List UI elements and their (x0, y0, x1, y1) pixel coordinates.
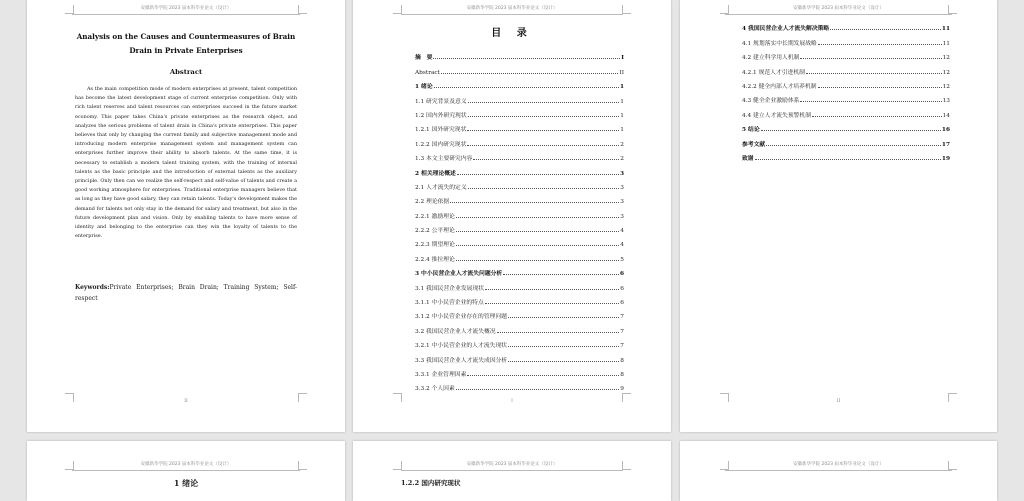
toc-entry-title: 2.2 理论依据 (415, 199, 450, 206)
toc-entry-title: 1.2.2 国内研究现状 (415, 141, 467, 148)
toc-entry-page: 12 (942, 83, 950, 90)
toc-entry[interactable] (742, 47, 950, 61)
toc-entry[interactable] (415, 191, 624, 205)
toc-entry-title: 3.1.2 中小民营企业存在的管理问题 (415, 314, 507, 321)
toc-leader-dots (468, 188, 620, 189)
toc-entry-page: 1 (620, 98, 624, 105)
toc-leader-dots (508, 346, 619, 347)
toc-leader-dots (456, 217, 620, 218)
page-header: 安徽新华学院 2023 届本科毕业论文（设计） (140, 462, 232, 467)
toc-entry[interactable] (415, 76, 624, 90)
toc-entry-title: 2.2.2 公平理论 (415, 228, 455, 235)
page-header: 安徽新华学院 2023 届本科毕业论文（设计） (466, 6, 558, 11)
toc-entry-title: 4.2.2 健全内部人才培养机制 (742, 83, 817, 90)
toc-leader-dots (467, 130, 619, 131)
toc-entry-title: 1.2.1 国外研究现状 (415, 127, 467, 134)
crop-mark (720, 5, 729, 14)
chapter-heading: 1 绪论 (173, 478, 199, 488)
toc-entry-page: 12 (942, 69, 950, 76)
toc-entry-title: 2.1 人才流失的定义 (415, 184, 467, 191)
toc-entry-title: 4.3 健全企业激励体系 (742, 98, 800, 105)
toc-leader-dots (508, 361, 619, 362)
toc-leader-dots (485, 303, 620, 304)
crop-mark (298, 5, 307, 14)
page-header: 安徽新华学院 2023 届本科毕业论文（设计） (140, 6, 232, 11)
toc-entry-title: 1.3 本文主要研究内容 (415, 156, 473, 163)
toc-entry[interactable] (415, 364, 624, 378)
toc-entry-title: 1.2 国内外研究现状 (415, 112, 467, 119)
toc-entry[interactable] (742, 61, 950, 75)
toc-entry[interactable] (415, 292, 624, 306)
toc-list (742, 18, 950, 162)
toc-leader-dots (468, 102, 620, 103)
toc-leader-dots (456, 231, 620, 232)
toc-entry-title: 3.3 我国民营企业人才流失成因分析 (415, 357, 508, 364)
toc-entry-title: 2.2.3 期望理论 (415, 242, 455, 249)
crop-mark (65, 5, 74, 14)
crop-mark (948, 461, 957, 470)
toc-leader-dots (818, 44, 942, 45)
toc-entry-title: 参考文献 (742, 141, 766, 148)
toc-page-2 (680, 0, 997, 432)
toc-leader-dots (497, 332, 620, 333)
header-rule (72, 470, 300, 471)
toc-entry[interactable] (415, 133, 624, 147)
toc-entry-page: 14 (942, 112, 950, 119)
page-number: I (511, 399, 513, 404)
toc-entry[interactable] (742, 76, 950, 90)
body-page-3 (680, 441, 997, 501)
toc-leader-dots (800, 58, 941, 59)
toc-entry-title: 3 中小民营企业人才流失问题分析 (415, 271, 503, 278)
toc-entry[interactable] (742, 104, 950, 118)
toc-entry-title: 1.1 研究背景及意义 (415, 98, 467, 105)
abstract-body: As the main competition mode of modern enterprises at present, talent competition has become the latest development stage of current enterprise competition. Only with rich talent reserves and talent resources can enterprises succeed in the future market economy. This paper takes China's private enterprises as the research object, and analyzes the serious problems of talent drain in China's private enterprises. This paper believes that only by changing the current family and subjective management mode and introducing modern enterprise management system and management system can enterprises further improve their ability to absorb talents. At the same time, it is necessary to establish a modern talent training system, with the training of internal talents as the basic principle and the introduction of external talents as the auxiliary principle. Only then can we realize the self-respect and self-value of talents and create a good working atmosphere for enterprises. Traditional enterprise managers believe that as long as they have good salary, they can retain talents. Today's development makes the demand for talents not only stay in the demand for salary and treatment, but also in the future development plan and vision. Only by enabling talents to have more sense of identity and belonging to the enterprise can they win the loyalty of talents to the enterprise. (75, 86, 297, 240)
toc-entry[interactable] (415, 234, 624, 248)
toc-entry-page: I (621, 55, 624, 62)
toc-entry-page: 8 (620, 371, 624, 378)
toc-leader-dots (800, 101, 941, 102)
toc-entry[interactable] (415, 105, 624, 119)
toc-leader-dots (812, 116, 942, 117)
toc-entry-page: 1 (619, 84, 624, 91)
toc-page-1 (353, 0, 671, 432)
crop-mark (393, 461, 402, 470)
toc-leader-dots (441, 73, 618, 74)
toc-entry-page: 12 (942, 55, 950, 62)
toc-leader-dots (467, 145, 619, 146)
toc-entry[interactable] (415, 263, 624, 277)
toc-entry-page: 8 (620, 357, 624, 364)
toc-entry[interactable] (742, 148, 950, 162)
toc-entry[interactable] (415, 119, 624, 133)
toc-entry-page: II (619, 69, 624, 76)
toc-entry-page: 1 (620, 112, 624, 119)
crop-mark (622, 461, 631, 470)
toc-entry[interactable] (415, 277, 624, 291)
abstract-keywords (75, 282, 297, 304)
crop-mark (298, 461, 307, 470)
toc-leader-dots (806, 73, 942, 74)
toc-leader-dots (830, 29, 941, 30)
toc-list (415, 47, 624, 392)
toc-entry-page: 11 (941, 26, 950, 33)
header-rule (72, 14, 300, 15)
toc-entry-page: 17 (941, 141, 950, 148)
toc-entry[interactable] (415, 47, 624, 61)
toc-entry-page: 16 (941, 127, 950, 134)
page-header: 安徽新华学院 2023 届本科毕业论文（设计） (466, 462, 558, 467)
toc-leader-dots (433, 58, 620, 59)
toc-entry-page: 5 (620, 256, 624, 263)
toc-entry[interactable] (415, 148, 624, 162)
toc-leader-dots (450, 202, 619, 203)
toc-entry[interactable] (415, 220, 624, 234)
keywords-text: Private Enterprises; Brain Drain; Training System; Self-respect (75, 284, 297, 302)
toc-entry[interactable] (742, 32, 950, 46)
header-rule (725, 470, 952, 471)
body-page-2 (353, 441, 671, 501)
toc-entry-title: 4.1 规划落实中长期发展战略 (742, 40, 817, 47)
toc-leader-dots (456, 245, 620, 246)
page-number: II (836, 399, 841, 404)
page-number: II (184, 399, 188, 404)
toc-leader-dots (467, 375, 619, 376)
toc-entry-title: 4.2.1 规范人才引进机制 (742, 69, 805, 76)
toc-entry-title: 1 绪论 (415, 84, 433, 91)
toc-entry-title: 5 结论 (742, 127, 760, 134)
toc-leader-dots (766, 145, 941, 146)
toc-entry-title: 致谢 (742, 155, 754, 162)
keywords-label: Keywords: (75, 284, 110, 291)
toc-entry-title: Abstract (415, 69, 441, 76)
section-heading: 1.2.2 国内研究现状 (401, 479, 461, 487)
toc-entry-page: 7 (620, 314, 624, 321)
body-page-1 (27, 441, 345, 501)
toc-entry-page: 3 (620, 184, 624, 191)
toc-entry-page: 1 (620, 127, 624, 134)
toc-entry-page: 2 (620, 141, 624, 148)
toc-entry[interactable] (415, 306, 624, 320)
toc-entry-title: 2.2.1 激励理论 (415, 213, 455, 220)
toc-leader-dots (503, 274, 619, 275)
toc-entry-page: 3 (620, 213, 624, 220)
toc-entry[interactable] (415, 248, 624, 262)
header-rule (401, 470, 623, 471)
toc-entry[interactable] (742, 18, 950, 32)
toc-entry-title: 3.3.1 企业管理因素 (415, 371, 467, 378)
toc-entry-title: 摘 要 (415, 55, 433, 62)
toc-entry-title: 3.2.1 中小民营企业的人才流失现状 (415, 343, 507, 350)
crop-mark (720, 461, 729, 470)
toc-leader-dots (473, 159, 619, 160)
toc-entry[interactable] (415, 335, 624, 349)
toc-entry[interactable] (742, 119, 950, 133)
crop-mark (393, 5, 402, 14)
toc-entry-page: 3 (619, 170, 624, 177)
toc-entry-title: 3.1 我国民营企业发展现状 (415, 285, 485, 292)
toc-entry-title: 3.1.1 中小民营企业的特点 (415, 300, 484, 307)
crop-mark (948, 5, 957, 14)
toc-entry-title: 2 相关理论概述 (415, 170, 456, 177)
toc-entry-title: 2.2.4 推拉理论 (415, 256, 455, 263)
toc-entry-page: 9 (620, 386, 624, 393)
crop-mark (65, 461, 74, 470)
page-header: 安徽新华学院 2023 届本科毕业论文（设计） (793, 6, 884, 11)
toc-entry[interactable] (742, 90, 950, 104)
toc-entry-page: 4 (620, 242, 624, 249)
toc-leader-dots (485, 289, 619, 290)
toc-entry[interactable] (415, 378, 624, 392)
toc-entry-page: 3 (620, 199, 624, 206)
toc-entry-page: 6 (619, 271, 624, 278)
toc-entry-title: 4.2 建立科学用人机制 (742, 55, 800, 62)
abstract-page (27, 0, 345, 432)
toc-entry-page: 2 (620, 156, 624, 163)
toc-entry[interactable] (742, 133, 950, 147)
toc-entry[interactable] (415, 320, 624, 334)
toc-entry[interactable] (415, 205, 624, 219)
toc-leader-dots (434, 87, 619, 88)
header-rule (401, 14, 623, 15)
toc-entry-title: 3.3.2 个人因素 (415, 386, 455, 393)
toc-entry[interactable] (415, 177, 624, 191)
toc-entry-page: 11 (942, 40, 950, 47)
toc-entry[interactable] (415, 90, 624, 104)
toc-entry-page: 6 (620, 285, 624, 292)
toc-leader-dots (457, 174, 619, 175)
toc-entry[interactable] (415, 61, 624, 75)
toc-leader-dots (468, 116, 620, 117)
toc-entry-page: 13 (942, 98, 950, 105)
crop-mark (622, 5, 631, 14)
toc-entry-title: 4 我国民营企业人才流失解决策略 (742, 26, 830, 33)
toc-leader-dots (761, 130, 941, 131)
header-rule (725, 14, 952, 15)
toc-entry-title: 4.4 建立人才流失预警机制 (742, 112, 812, 119)
abstract-title: Analysis on the Causes and Countermeasures of Brain Drain in Private Enterprises (76, 32, 296, 55)
toc-title: 目 录 (491, 28, 533, 39)
toc-leader-dots (755, 159, 941, 160)
toc-leader-dots (456, 260, 620, 261)
toc-entry-title: 3.2 我国民营企业人才流失概况 (415, 328, 496, 335)
toc-entry[interactable] (415, 162, 624, 176)
toc-leader-dots (508, 317, 619, 318)
abstract-heading: Abstract (169, 68, 203, 76)
toc-entry[interactable] (415, 349, 624, 363)
toc-entry-page: 6 (620, 300, 624, 307)
toc-leader-dots (456, 389, 620, 390)
toc-entry-page: 7 (620, 328, 624, 335)
toc-leader-dots (818, 87, 942, 88)
toc-entry-page: 7 (620, 343, 624, 350)
toc-entry-page: 19 (941, 155, 950, 162)
page-header: 安徽新华学院 2023 届本科毕业论文（设计） (793, 462, 884, 467)
toc-entry-page: 4 (620, 228, 624, 235)
